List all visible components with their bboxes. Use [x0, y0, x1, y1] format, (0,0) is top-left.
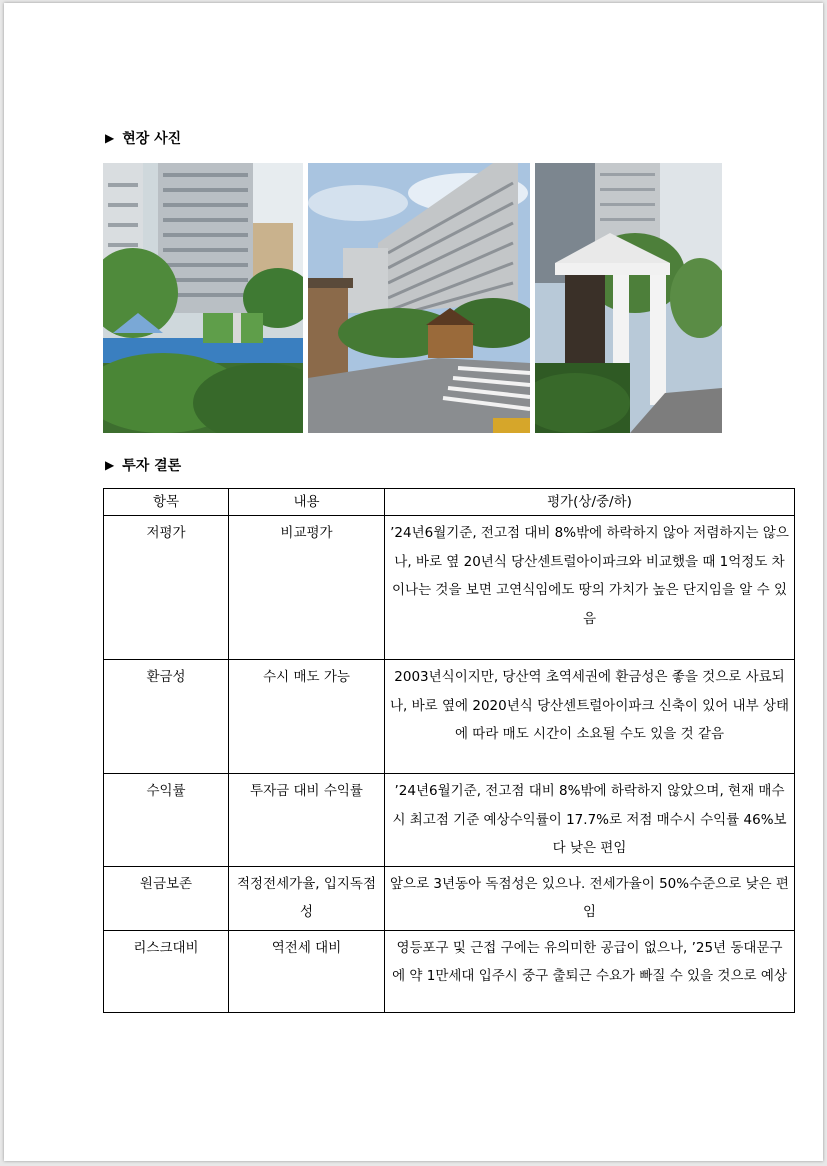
row-item: 환금성: [104, 660, 229, 774]
row-evaluation: 앞으로 3년동아 독점성은 있으나. 전세가율이 50%수준으로 낮은 편임: [385, 866, 795, 930]
row-content: 투자금 대비 수익률: [229, 774, 385, 867]
site-photo-walkway: [308, 163, 530, 433]
photos-section-heading: [105, 128, 181, 148]
table-row: [104, 516, 795, 660]
row-evaluation: 2003년식이지만, 당산역 초역세권에 환금성은 좋을 것으로 사료되나, 바로 옆에 2020년식 당산센트럴아이파크 신축이 있어 내부 상태에 따라 매도 시간이 소요될 수도 있을 것 같음: [385, 660, 795, 774]
investment-conclusion-table: [103, 488, 795, 1013]
table-row: [104, 930, 795, 1012]
table-row: [104, 660, 795, 774]
triangle-right-icon: ▶: [105, 458, 115, 472]
row-evaluation: 영등포구 및 근접 구에는 유의미한 공급이 없으나, ’25년 동대문구에 약 1만세대 입주시 중구 출퇴근 수요가 빠질 수 있을 것으로 예상: [385, 930, 795, 1012]
row-item: 저평가: [104, 516, 229, 660]
conclusion-section-title: 투자 결론: [122, 458, 182, 474]
row-content: 수시 매도 가능: [229, 660, 385, 774]
row-item: 수익률: [104, 774, 229, 867]
conclusion-section-heading: [105, 455, 181, 475]
site-photo-entrance: [535, 163, 722, 433]
header-content: 내용: [229, 489, 385, 516]
site-photo-playground: [103, 163, 303, 433]
row-content: 적정전세가율, 입지독점성: [229, 866, 385, 930]
table-header-row: [104, 489, 795, 516]
header-item: 항목: [104, 489, 229, 516]
row-content: 비교평가: [229, 516, 385, 660]
header-evaluation: 평가(상/중/하): [385, 489, 795, 516]
table-row: [104, 774, 795, 867]
row-item: 리스크대비: [104, 930, 229, 1012]
document-page: [4, 3, 823, 1161]
photos-section-title: 현장 사진: [122, 131, 182, 147]
triangle-right-icon: ▶: [105, 131, 115, 145]
row-evaluation: ’24년6월기준, 전고점 대비 8%밖에 하락하지 않아 저렴하지는 않으나, 바로 옆 20년식 당산센트럴아이파크와 비교했을 때 1억정도 차이나는 것을 보면 고연식임에도 땅의 가치가 높은 단지임을 알 수 있음: [385, 516, 795, 660]
row-content: 역전세 대비: [229, 930, 385, 1012]
table-row: [104, 866, 795, 930]
row-evaluation: ’24년6월기준, 전고점 대비 8%밖에 하락하지 않았으며, 현재 매수 시 최고점 기준 예상수익률이 17.7%로 저점 매수시 수익률 46%보다 낮은 편임: [385, 774, 795, 867]
row-item: 원금보존: [104, 866, 229, 930]
